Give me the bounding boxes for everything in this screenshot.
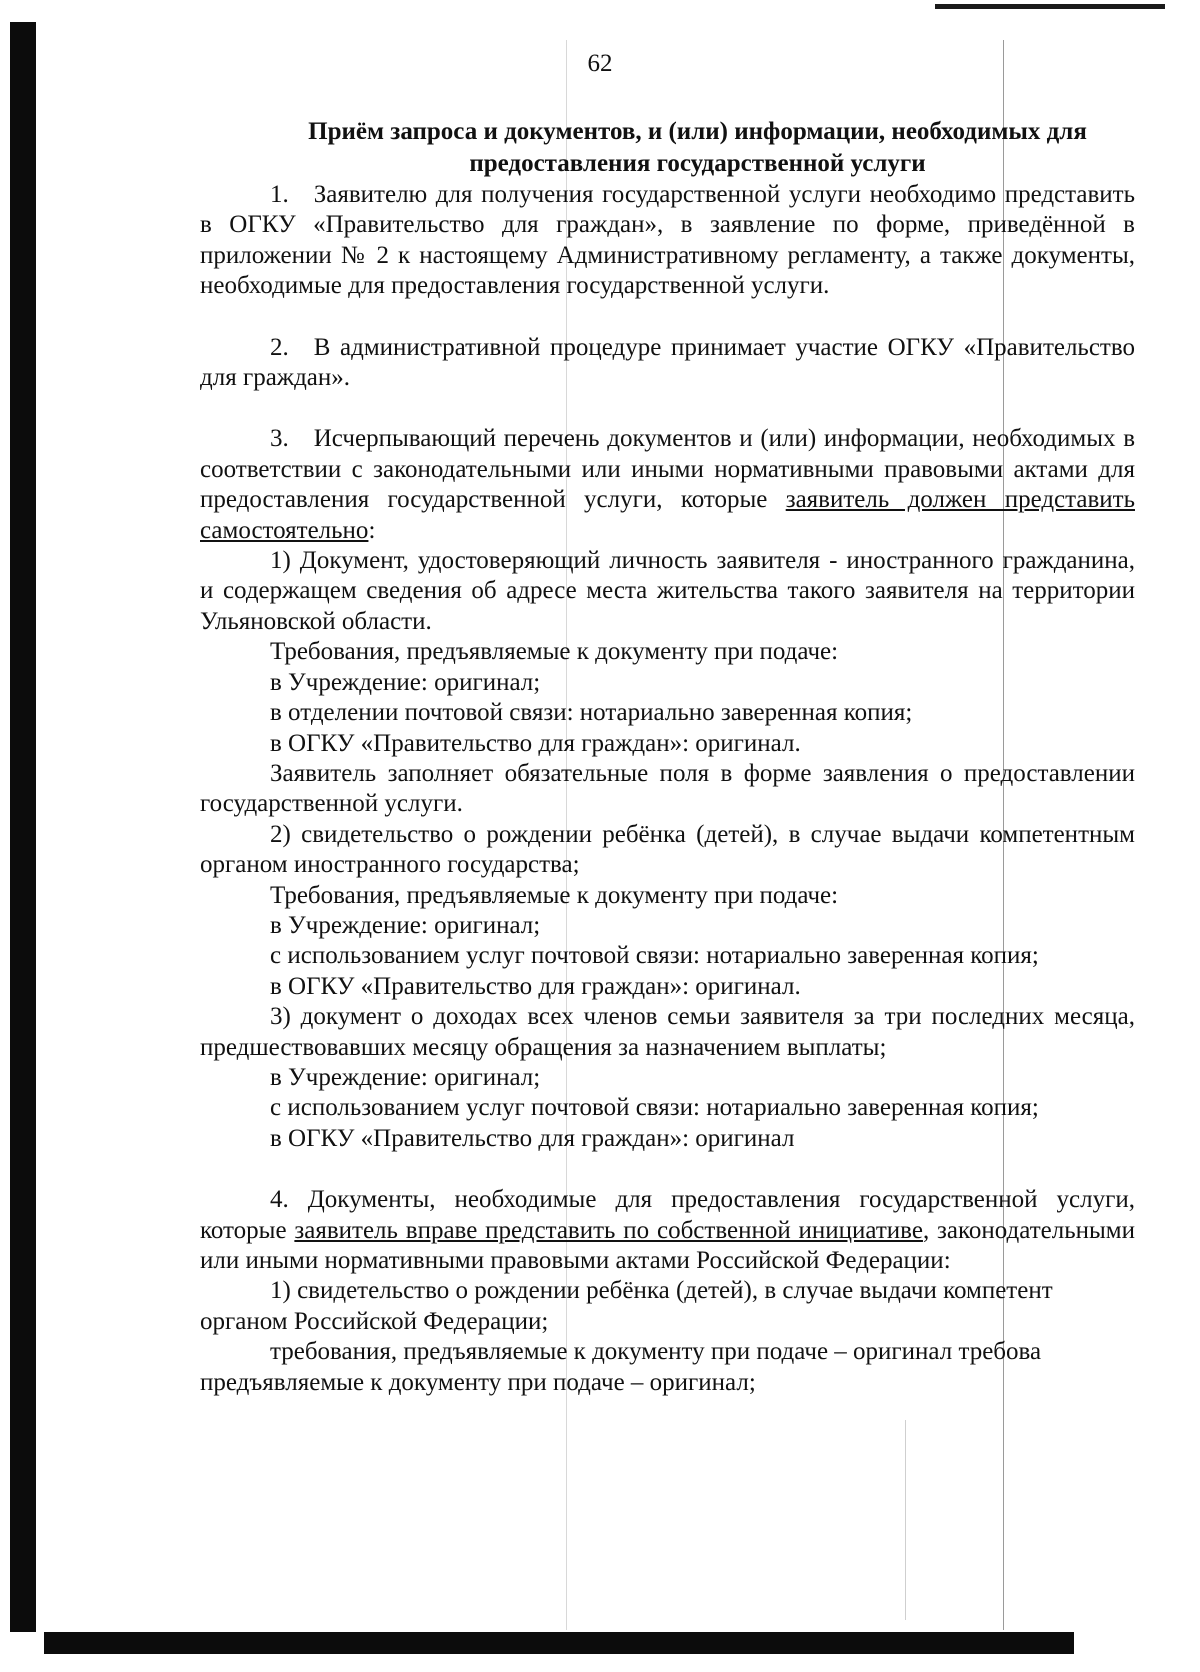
section-4-item-1-line-2: органом Российской Федерации; (200, 1307, 549, 1335)
section-3-item-2-post: с использованием услуг почтовой связи: нотариально заверенная копия; (270, 942, 1039, 970)
scan-edge-top (935, 4, 1165, 9)
section-4-intro-text: 4. Документы, необходимые для предоставления государственной услуги, которые (200, 1186, 1135, 1244)
section-4-requirements-line-2: предъявляемые к документу при подаче – оригинал; (200, 1368, 756, 1396)
spacer (200, 393, 1135, 424)
section-3-item-3-post: с использованием услуг почтовой связи: нотариально заверенная копия; (270, 1094, 1039, 1122)
section-3-item-1-post: в отделении почтовой связи: нотариально заверенная копия; (270, 699, 913, 727)
section-3-item-1: 1) Документ, удостоверяющий личность заявителя - иностранного гражданина, и содержащем сведения об адресе места жительства такого заявителя на территории Ульяновской области. (200, 547, 1135, 635)
section-3-item-3: 3) документ о доходах всех членов семьи заявителя за три последних месяца, предшествовавших месяцу обращения за назначением выплаты; (200, 1003, 1135, 1061)
section-3-item-2-ogku: в ОГКУ «Правительство для граждан»: оригинал. (270, 972, 801, 1000)
section-3-underlined-phrase: заявитель должен представить самостоятельно (200, 486, 1135, 544)
page-number: 62 (587, 50, 613, 77)
section-3-item-1-requirements: Требования, предъявляемые к документу при подаче: (270, 638, 839, 666)
section-3-intro (200, 424, 1135, 546)
section-4-intro (200, 1185, 1135, 1276)
section-3-item-3-institution: в Учреждение: оригинал; (270, 1063, 541, 1091)
fold-line-faint-lower (905, 1420, 906, 1620)
spacer (200, 302, 1135, 333)
section-3-intro-text: 3. Исчерпывающий перечень документов и (или) информации, необходимых в соответствии с законодательными или иными нормативными правовыми актами для предоставления государственной услуги, которые (200, 425, 1135, 514)
document-body (200, 116, 1135, 1398)
scan-edge-bottom (44, 1632, 1074, 1654)
section-4-intro-end: , законодательными или иными нормативными правовыми актами Российской Федерации: (200, 1216, 1135, 1274)
section-4-item-1-line-1: 1) свидетельство о рождении ребёнка (детей), в случае выдачи компетент (270, 1277, 1053, 1305)
section-2-paragraph: 2. В административной процедуре принимает участие ОГКУ «Правительство для граждан». (200, 333, 1135, 392)
page-title: Приём запроса и документов, и (или) информации, необходимых для предоставления государственной услуги (308, 118, 1087, 177)
section-1-paragraph: 1. Заявителю для получения государственной услуги необходимо представить в ОГКУ «Правительство для граждан», в заявление по форме, приведённой в приложении № 2 к настоящему Административному регламенту, а также документы, необходимые для предоставления государственной услуги. (200, 181, 1135, 300)
section-4-requirements-line-1: требования, предъявляемые к документу при подаче – оригинал требова (270, 1338, 1042, 1366)
section-3-item-1-ogku: в ОГКУ «Правительство для граждан»: оригинал. (270, 729, 801, 757)
section-3-item-2-requirements: Требования, предъявляемые к документу при подаче: (270, 881, 839, 909)
section-4-underlined-phrase: заявитель вправе представить по собственной инициативе (294, 1216, 923, 1244)
section-3-item-2: 2) свидетельство о рождении ребёнка (детей), в случае выдачи компетентным органом иностранного государства; (200, 820, 1135, 879)
section-3-item-1-note: Заявитель заполняет обязательные поля в форме заявления о предоставлении государственной услуги. (200, 759, 1135, 818)
scan-edge-left (10, 22, 36, 1632)
section-3-intro-end: : (368, 516, 376, 544)
section-3-item-3-ogku: в ОГКУ «Правительство для граждан»: оригинал (270, 1124, 795, 1152)
section-3-item-2-institution: в Учреждение: оригинал; (270, 911, 541, 939)
section-3-item-1-institution: в Учреждение: оригинал; (270, 668, 541, 696)
spacer (200, 1154, 1135, 1185)
